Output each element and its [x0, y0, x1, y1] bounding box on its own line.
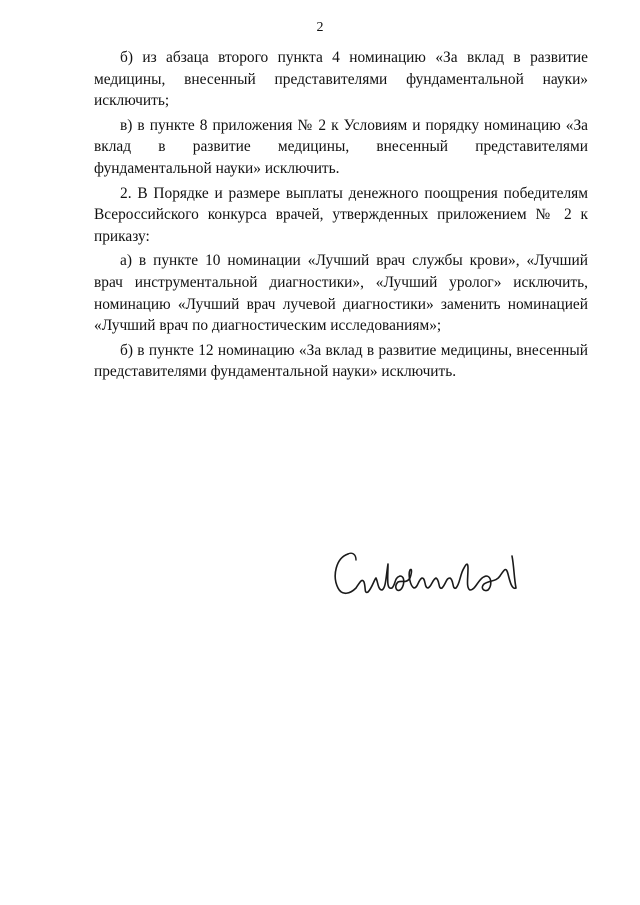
paragraph-item-a: а) в пункте 10 номинации «Лучший врач службы крови», «Лучший врач инструментальной диагностики», «Лучший уролог» исключить, номинацию «Лучший врач лучевой диагностики» заменить номинацией «Лучший врач по диагностическим исследованиям»; — [94, 252, 588, 335]
signature-icon — [326, 538, 534, 610]
paragraph-item-b-1: б) из абзаца второго пункта 4 номинацию «За вклад в развитие медицины, внесенный представителями фундаментальной науки» исключить; — [94, 49, 588, 110]
page-number: 2 — [316, 20, 324, 35]
paragraph-item-b-2: б) в пункте 12 номинацию «За вклад в развитие медицины, внесенный представителями фундаментальной науки» исключить. — [94, 341, 588, 381]
document-body — [94, 47, 588, 386]
handwritten-signature — [326, 538, 534, 610]
paragraph-section-2: 2. В Порядке и размере выплаты денежного поощрения победителям Всероссийского конкурса врачей, утвержденных приложением № 2 к приказу: — [94, 184, 588, 245]
paragraph-item-v: в) в пункте 8 приложения № 2 к Условиям и порядку номинацию «За вклад в развитие медицины, внесенный представителями фундаментальной науки» исключить. — [94, 116, 588, 177]
